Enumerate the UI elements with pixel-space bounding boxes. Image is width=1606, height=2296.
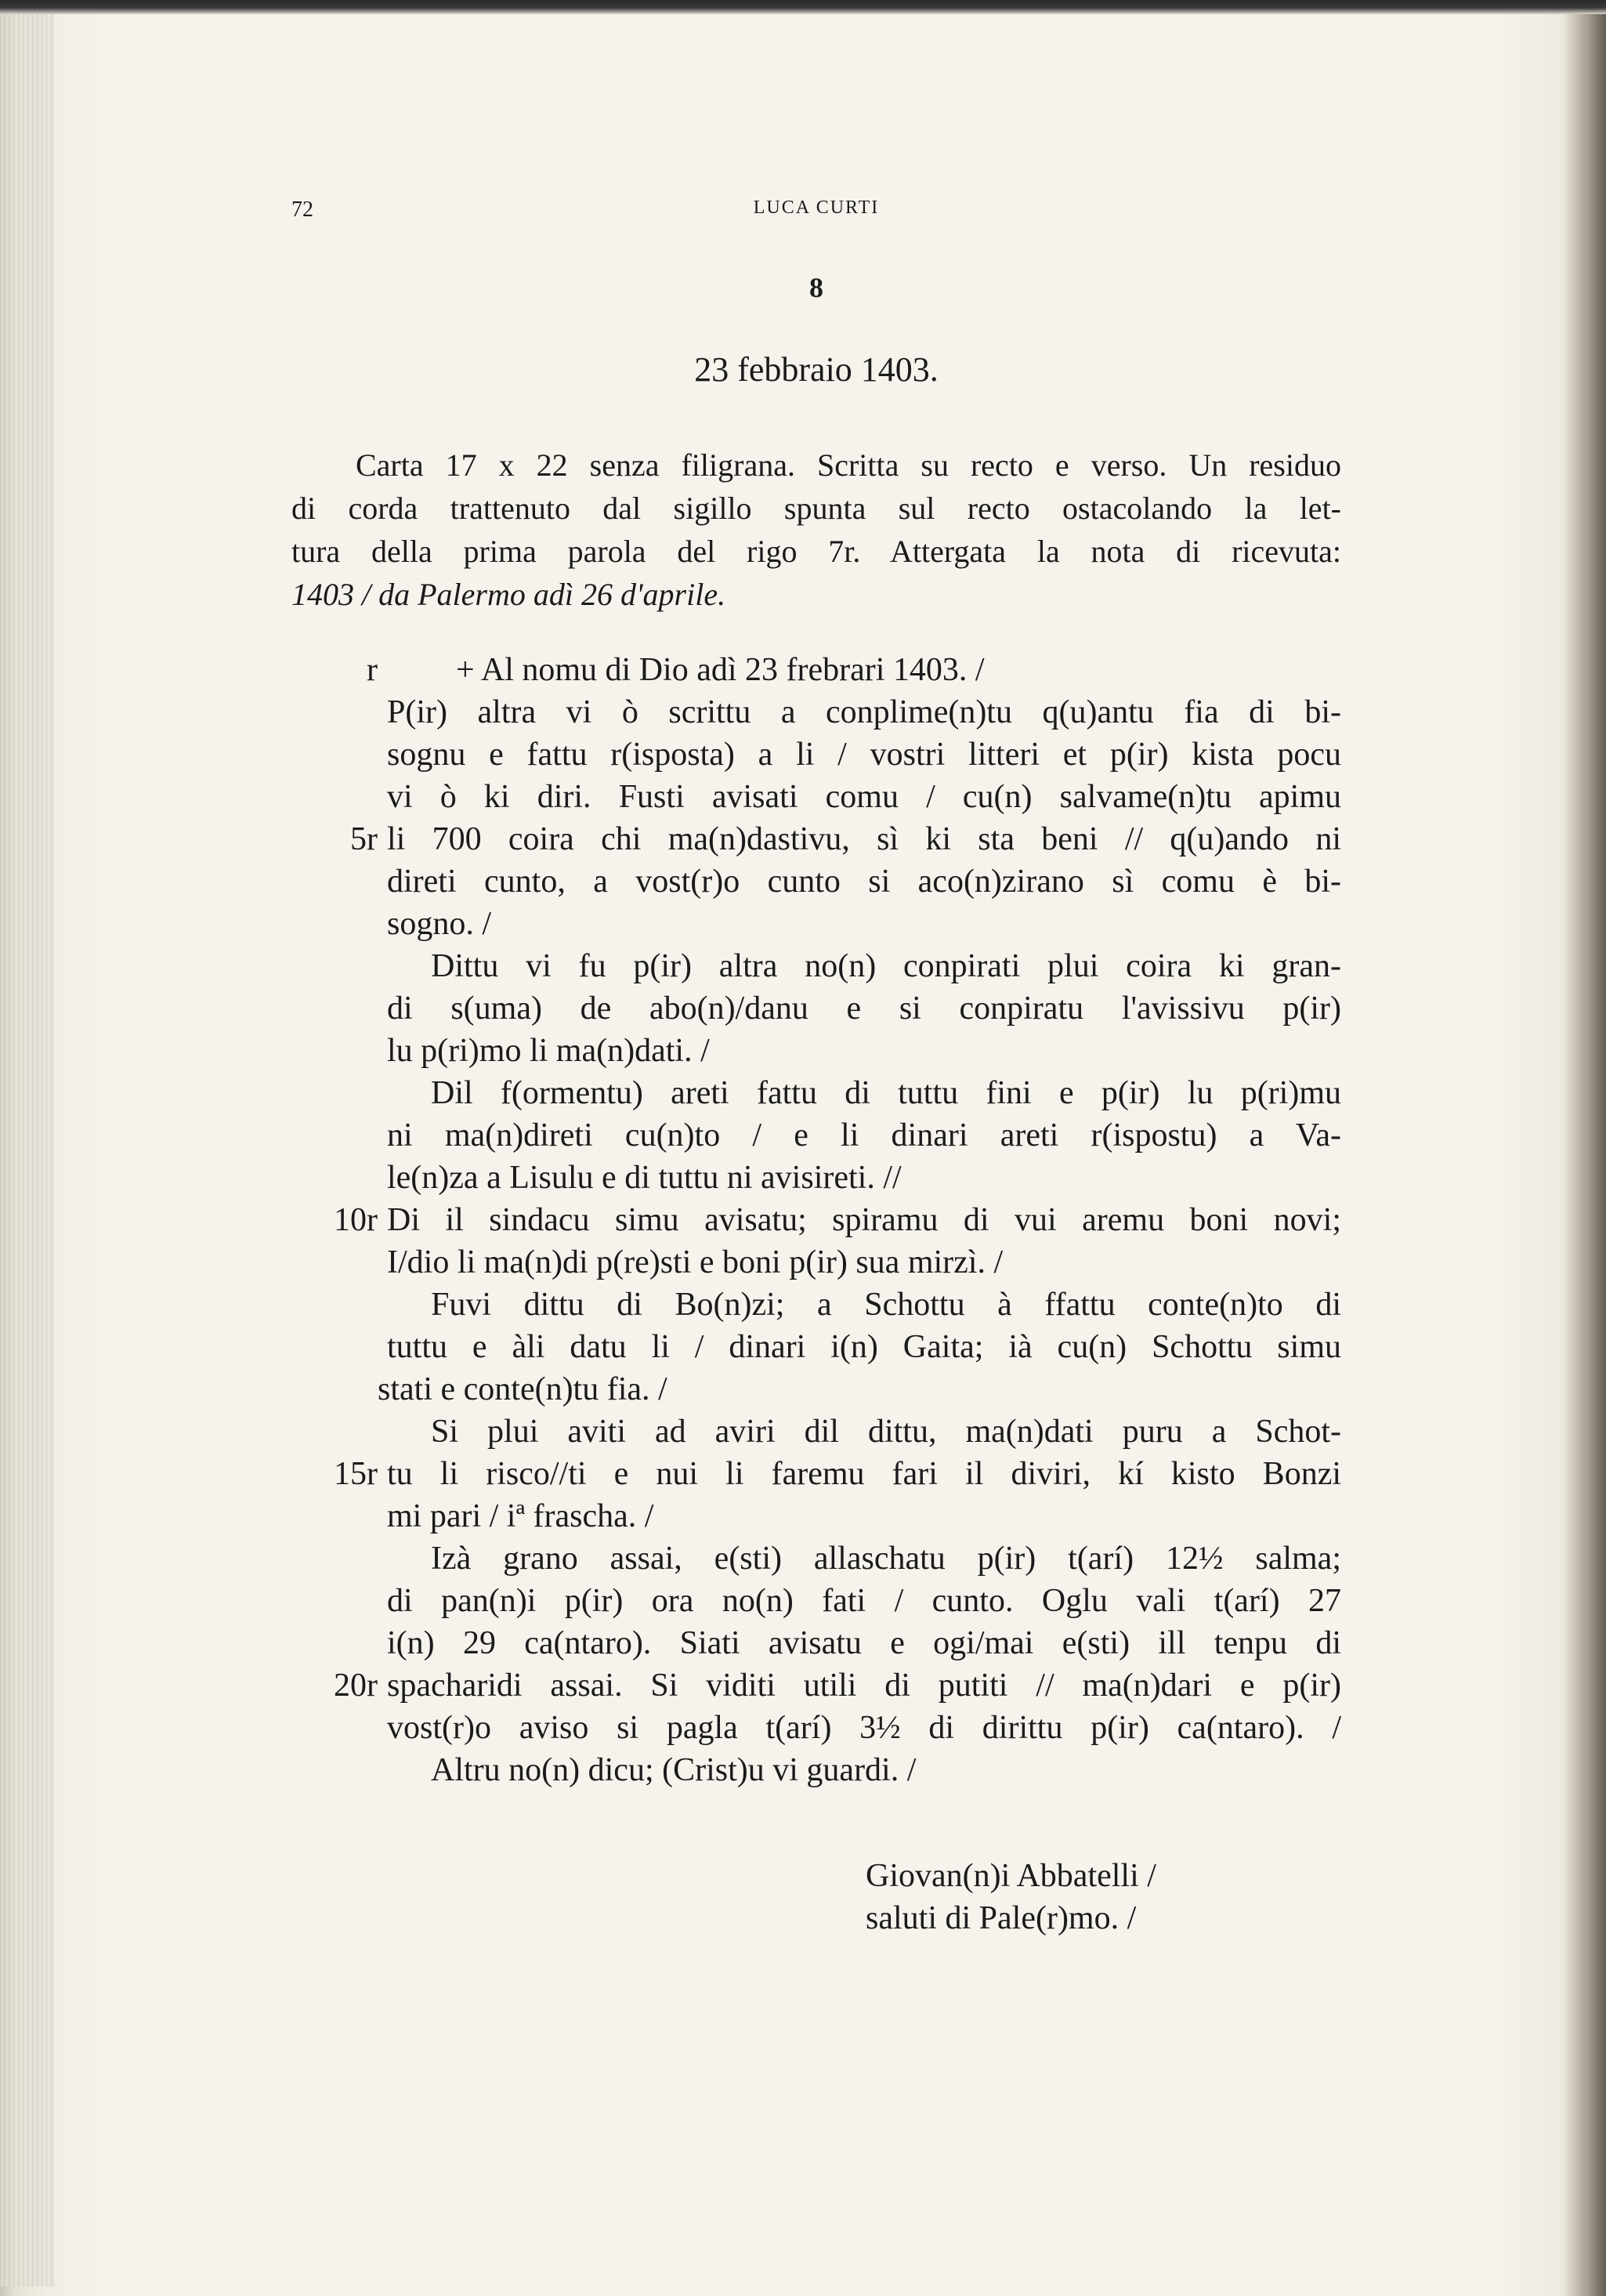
line-text: P(ir) altra vi ò scrittu a conplime(n)tu q(u)antu fia di bi- [387, 694, 1341, 730]
line-text: Di il sindacu simu avisatu; spiramu di vui aremu boni novi; [387, 1202, 1341, 1238]
document-description [291, 444, 1341, 616]
line-text: + Al nomu di Dio adì 23 frebrari 1403. / [456, 652, 985, 688]
line-text: Altru no(n) dicu; (Crist)u vi guardi. / [431, 1752, 917, 1788]
line-text: Si plui aviti ad aviri dil dittu, ma(n)dati puru a Schot- [431, 1414, 1341, 1450]
transcription-line [291, 1537, 1341, 1580]
line-text: I/dio li ma(n)di p(re)sti e boni p(ir) sua mirzì. / [387, 1244, 1004, 1280]
transcription-line [291, 733, 1341, 776]
transcription-line [291, 1622, 1341, 1664]
description-line: tura della prima parola del rigo 7r. Attergata la nota di ricevuta: [291, 534, 1341, 569]
line-text: di s(uma) de abo(n)/danu e si conpiratu l'avissivu p(ir) [387, 990, 1341, 1027]
line-number: 20r [334, 1668, 378, 1704]
transcription-line [291, 1664, 1341, 1707]
transcription-line [291, 1326, 1341, 1368]
line-text: Fuvi dittu di Bo(n)zi; a Schottu à ffattu conte(n)to di [431, 1287, 1341, 1323]
transcription-line [291, 1749, 1341, 1791]
line-text: le(n)za a Lisulu e di tuttu ni avisireti. // [387, 1160, 902, 1196]
line-text: li 700 coira chi ma(n)dastivu, sì ki sta beni // q(u)ando ni [387, 821, 1341, 857]
transcription-line [291, 776, 1341, 818]
transcription-line [291, 1072, 1341, 1114]
transcription-line [291, 1199, 1341, 1241]
transcription-line [291, 1114, 1341, 1157]
line-number: 10r [334, 1202, 378, 1238]
line-text: Dittu vi fu p(ir) altra no(n) conpirati plui coira ki gran- [431, 948, 1341, 984]
line-text: ni ma(n)direti cu(n)to / e li dinari areti r(ispostu) a Va- [387, 1117, 1341, 1153]
line-text: Izà grano assai, e(sti) allaschatu p(ir) t(arí) 12½ salma; [431, 1541, 1341, 1577]
page-edges [0, 14, 55, 2287]
running-header [291, 197, 1341, 229]
transcription-line [291, 1030, 1341, 1072]
line-text: vost(r)o aviso si pagla t(arí) 3½ di dirittu p(ir) ca(ntaro). / [387, 1710, 1341, 1746]
signature-name: Giovan(n)i Abbatelli / [866, 1858, 1156, 1894]
line-text: mi pari / iª frascha. / [387, 1498, 654, 1534]
transcription-line [291, 1157, 1341, 1199]
transcription-line [291, 1411, 1341, 1453]
top-edge [0, 0, 1606, 14]
running-title: LUCA CURTI [753, 197, 880, 218]
transcription-line [291, 649, 1341, 691]
transcription-line [291, 860, 1341, 903]
transcription-line [291, 1707, 1341, 1749]
transcription-line [291, 1241, 1341, 1284]
transcription-line [291, 945, 1341, 987]
line-text: i(n) 29 ca(ntaro). Siati avisatu e ogi/mai e(sti) ill tenpu di [387, 1625, 1341, 1661]
description-line: Carta 17 x 22 senza filigrana. Scritta su recto e verso. Un residuo [356, 447, 1341, 483]
line-text: spacharidi assai. Si viditi utili di putiti // ma(n)dari e p(ir) [387, 1668, 1341, 1704]
book-binding-shadow [1565, 14, 1606, 2296]
line-text: tuttu e àli datu li / dinari i(n) Gaita; ià cu(n) Schottu simu [387, 1329, 1341, 1365]
transcription-line [291, 1580, 1341, 1622]
line-text: sognu e fattu r(isposta) a li / vostri litteri et p(ir) kista pocu [387, 737, 1341, 773]
description-line: 1403 / da Palermo adì 26 d'aprile. [291, 577, 726, 612]
transcription-line [291, 818, 1341, 860]
line-text: tu li risco//ti e nui li faremu fari il diviri, kí kisto Bonzi [387, 1456, 1341, 1492]
line-text: direti cunto, a vost(r)o cunto si aco(n)zirano sì comu è bi- [387, 864, 1341, 900]
line-text: Dil f(ormentu) areti fattu di tuttu fini e p(ir) lu p(ri)mu [431, 1075, 1341, 1111]
transcription [291, 649, 1341, 1791]
document-number: 8 [809, 272, 823, 303]
line-text: lu p(ri)mo li ma(n)dati. / [387, 1033, 710, 1069]
transcription-line [291, 1368, 1341, 1411]
line-number: 5r [350, 821, 378, 857]
line-text: vi ò ki diri. Fusti avisati comu / cu(n) salvame(n)tu apimu [387, 779, 1341, 815]
transcription-line [291, 1284, 1341, 1326]
page-number: 72 [291, 197, 313, 222]
line-text: stati e conte(n)tu fia. / [378, 1371, 667, 1407]
transcription-line [291, 1495, 1341, 1537]
transcription-line [291, 987, 1341, 1030]
description-line: di corda trattenuto dal sigillo spunta sul recto ostacolando la let- [291, 491, 1341, 526]
transcription-line [291, 1453, 1341, 1495]
transcription-line [291, 691, 1341, 733]
transcription-line [291, 903, 1341, 945]
line-number: 15r [334, 1456, 378, 1492]
line-number: r [367, 652, 378, 688]
line-text: sogno. / [387, 906, 492, 942]
signature-greeting: saluti di Pale(r)mo. / [866, 1900, 1137, 1936]
line-text: di pan(n)i p(ir) ora no(n) fati / cunto. Oglu vali t(arí) 27 [387, 1583, 1341, 1619]
document-date: 23 febbraio 1403. [694, 350, 939, 389]
